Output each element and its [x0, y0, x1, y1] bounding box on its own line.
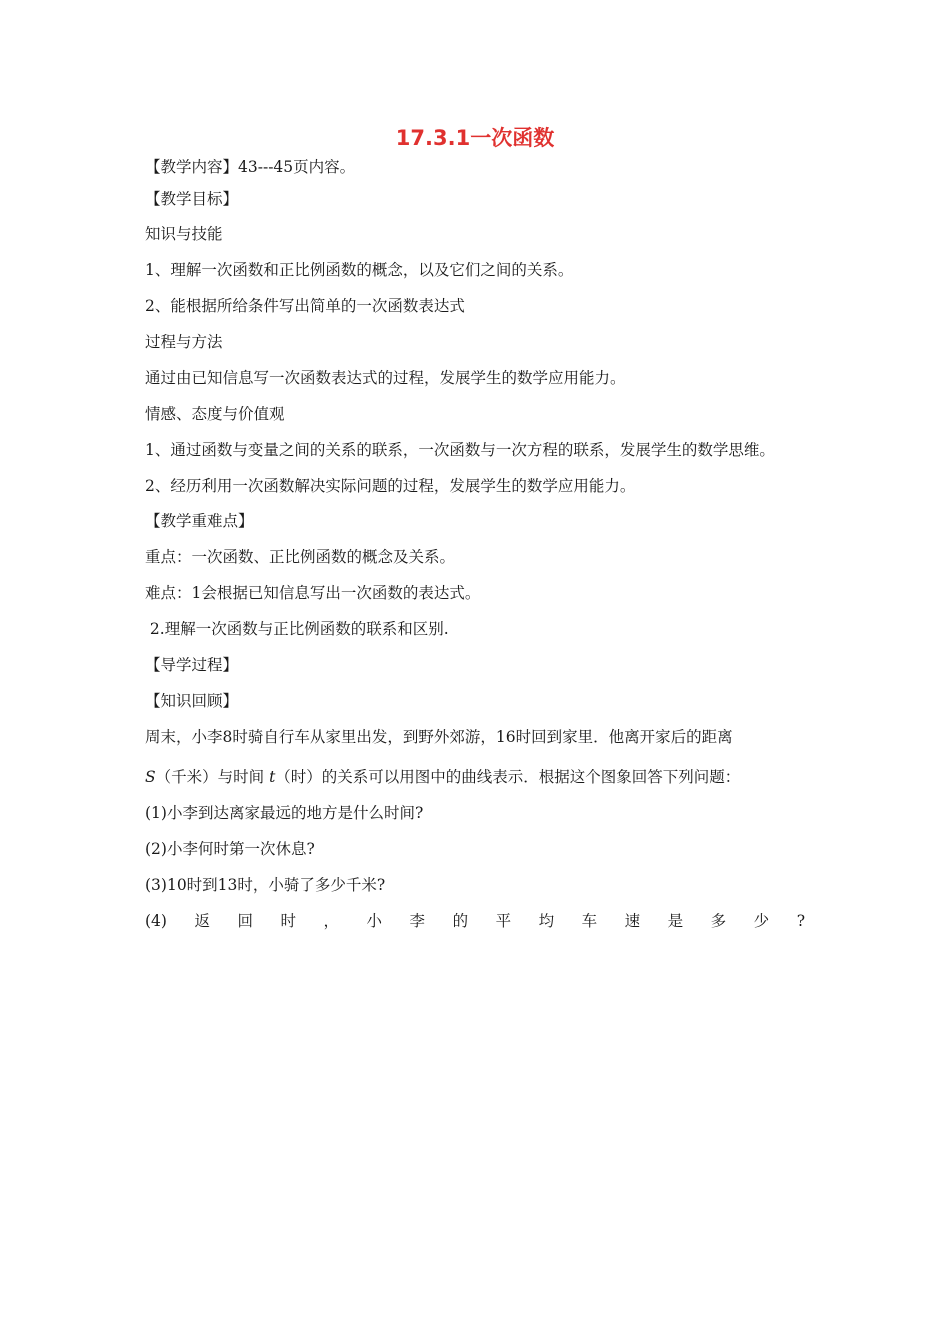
q4-token: ? [796, 912, 805, 930]
variable-t: t [269, 768, 276, 786]
q4-token: 是 [667, 912, 684, 930]
question-4 [145, 910, 805, 932]
difficult-point-1: 难点：1会根据已知信息写出一次函数的表达式。 [145, 584, 481, 602]
key-point: 重点：一次函数、正比例函数的概念及关系。 [145, 548, 456, 566]
problem-statement-cont [145, 766, 740, 788]
section-key-points: 【教学重难点】 [145, 512, 254, 530]
goal-item-1: 1、理解一次函数和正比例函数的概念，以及它们之间的关系。 [145, 261, 574, 279]
q4-token: ， [323, 912, 340, 930]
subsection-emotion-values: 情感、态度与价值观 [145, 405, 285, 423]
q4-token: 时 [280, 912, 297, 930]
problem-text-part2: （时）的关系可以用图中的曲线表示．根据这个图象回答下列问题： [275, 768, 741, 786]
teaching-content: 【教学内容】43---45页内容。 [145, 158, 356, 176]
q4-token: (4) [145, 912, 167, 930]
q4-token: 李 [409, 912, 426, 930]
question-2: (2)小李何时第一次休息? [145, 840, 315, 858]
subsection-process-method: 过程与方法 [145, 333, 223, 351]
emotion-item-2: 2、经历利用一次函数解决实际问题的过程，发展学生的数学应用能力。 [145, 477, 636, 495]
q4-token: 返 [194, 912, 210, 930]
process-text: 通过由已知信息写一次函数表达式的过程，发展学生的数学应用能力。 [145, 369, 626, 387]
subsection-knowledge-skills: 知识与技能 [145, 225, 223, 243]
section-guided-process: 【导学过程】 [145, 656, 239, 674]
goal-item-2: 2、能根据所给条件写出简单的一次函数表达式 [145, 297, 465, 315]
q4-token: 小 [366, 912, 383, 930]
q4-token: 的 [452, 912, 469, 930]
q4-token: 均 [538, 912, 555, 930]
q4-token: 车 [581, 912, 598, 930]
q4-token: 速 [624, 912, 641, 930]
question-1: (1)小李到达离家最远的地方是什么时间? [145, 804, 424, 822]
section-knowledge-review: 【知识回顾】 [145, 692, 239, 710]
difficult-point-2: 2.理解一次函数与正比例函数的联系和区别. [145, 620, 449, 638]
q4-token: 平 [495, 912, 512, 930]
question-3: (3)10时到13时，小骑了多少千米? [145, 876, 386, 894]
problem-statement: 周末，小李8时骑自行车从家里出发，到野外郊游，16时回到家里．他离开家后的距离 [145, 728, 733, 746]
q4-token: 多 [710, 912, 727, 930]
document-title: 17.3.1一次函数 [395, 126, 555, 150]
section-teaching-goals: 【教学目标】 [145, 190, 239, 208]
variable-s: S [145, 768, 156, 786]
q4-token: 少 [753, 912, 770, 930]
problem-text-part1: （千米）与时间 [155, 768, 270, 786]
emotion-item-1: 1、通过函数与变量之间的关系的联系，一次函数与一次方程的联系，发展学生的数学思维。 [145, 441, 775, 459]
q4-token: 回 [237, 912, 253, 930]
